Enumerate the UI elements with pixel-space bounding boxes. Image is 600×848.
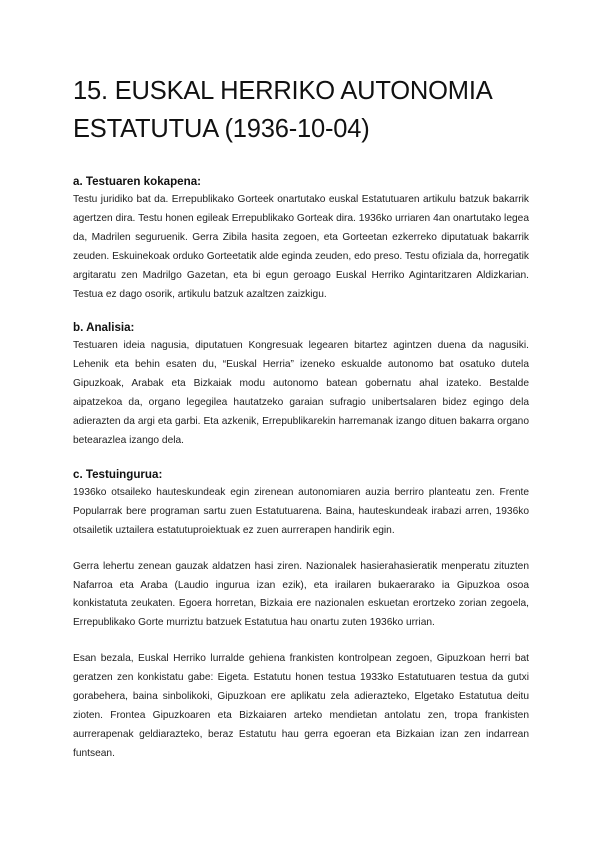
paragraph: Esan bezala, Euskal Herriko lurralde gehiena frankisten kontrolpean zegoen, Gipuzkoan herri bat geratzen zen konkistatu gabe: Eigeta. Estatutu honen testua 1933ko Estatutuaren testua da gutxi gorabehera, baina sinbolikoki, Gipuzkoan ere aplikatu zela adierazteko, Elgetako Estatutua deitu zioten. Frontea Gipuzkoaren eta Bizkaiaren arteko mendietan antolatu zen, tropa frankisten aurrerapenak geldiarazteko, beraz Estatutu hau gerra egoeran eta Bizkaian izan zen indarrean funtsean.	[73, 653, 529, 759]
document-title: 15. EUSKAL HERRIKO AUTONOMIA ESTATUTUA (1936-10-04)	[73, 77, 492, 143]
paragraph: Testu juridiko bat da. Errepublikako Gorteek onartutako euskal Estatutuaren artikulu batzuk bakarrik agertzen dira. Testu honen egileak Errepublikako Gorteak dira. 1936ko urriaren 4an onartutako legea da, Madrilen seguruenik. Gerra Zibila hasita zegoen, eta Gorteetan ezkerreko diputatuak bakarrik zeuden. Eskuinekoak orduko Gorteetatik alde eginda zeuden, edo preso. Testu ofiziala da, horregatik argitaratu zen Madrilgo Gazetan, eta bi egun geroago Euskal Herriko Agintaritzaren Aldizkarian. Testua ez dago osorik, artikulu batzuk azaltzen zaizkigu.	[73, 194, 529, 300]
section-testuingurua	[73, 465, 529, 764]
section-analisia	[73, 318, 529, 450]
section-heading: a. Testuaren kokapena:	[73, 175, 202, 188]
section-heading: b. Analisia:	[73, 321, 135, 335]
paragraph: Gerra lehertu zenean gauzak aldatzen hasi ziren. Nazionalek hasierahasieratik menperatu zituzten Nafarroa eta Araba (Laudio ingurua izan ezik), eta irailaren bukaerarako ia Gipuzkoa osoa konkistatuta zeukaten. Egoera horretan, Bizkaia ere nazionalen eskuetan erortzeko zorian zegoela, Errepublikako Gorte murriztu batzuek Estatutua hau onartu zuten 1936ko urrian.	[73, 560, 529, 629]
section-testuaren-kokapena	[73, 172, 529, 304]
section-heading: c. Testuingurua:	[73, 467, 163, 481]
document-page	[73, 72, 529, 764]
paragraph: 1936ko otsaileko hauteskundeak egin zirenean autonomiaren auzia berriro planteatu zen. Frente Popularrak bere programan sartu zuen Estatutuarena. Baina, hauteskundeak irabazi arren, 1936ko otsailetik uztailera estatutuproiektuak ez zuen aurrerapen handirik egin.	[73, 486, 529, 536]
paragraph: Testuaren ideia nagusia, diputatuen Kongresuak legearen bitartez agintzen duena da nagusiki. Lehenik eta behin esaten du, “Euskal Herria” izeneko eskualde autonomo bat osatuko dutela Gipuzkoak, Arabak eta Bizkaiak modu autonomo batean gobernatu ahal izateko. Bestalde aipatzekoa da, organo legegilea hautatzeko garaian sufragio unibertsalaren bidez egingo dela adierazten da argi eta garbi. Eta azkenik, Errepublikarekin harremanak izango dituen bakarra organo betearazlea izango dela.	[73, 340, 529, 446]
